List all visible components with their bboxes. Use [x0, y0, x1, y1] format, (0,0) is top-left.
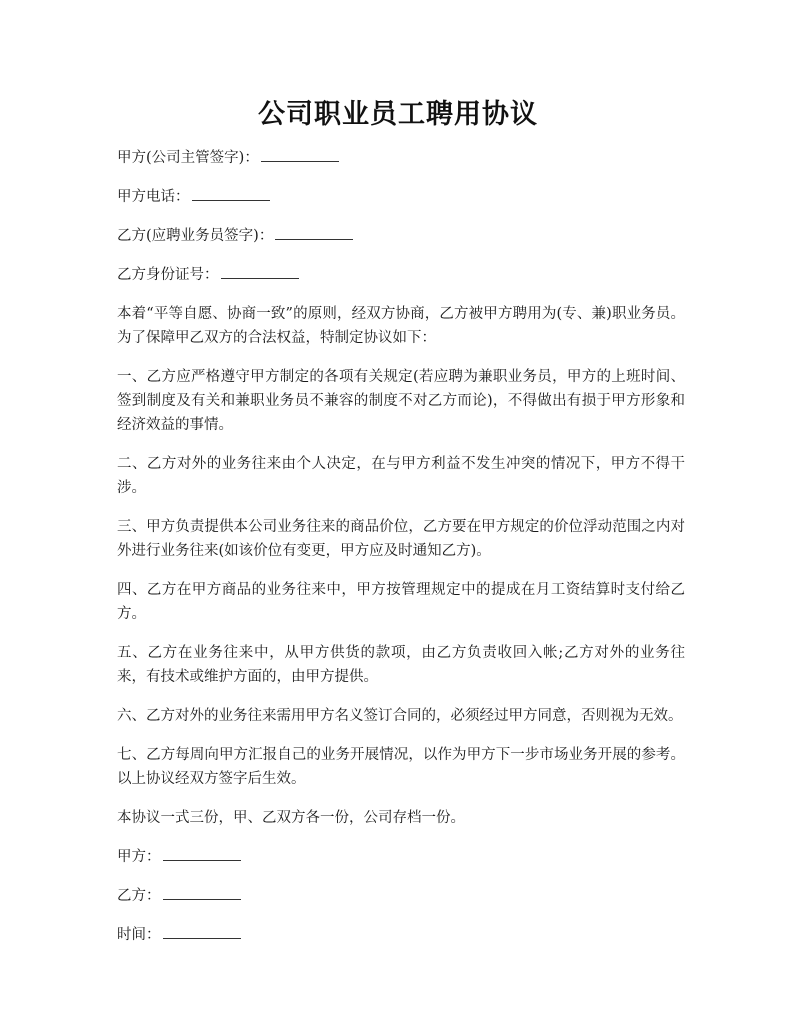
footer-date-field — [117, 923, 685, 947]
clause-2: 二、乙方对外的业务往来由个人决定，在与甲方利益不发生冲突的情况下，甲方不得干涉。 — [117, 456, 685, 496]
clause-6: 六、乙方对外的业务往来需用甲方名义签订合同的，必须经过甲方同意，否则视为无效。 — [117, 708, 683, 724]
clause-5: 五、乙方在业务往来中，从甲方供货的款项，由乙方负责收回入帐;乙方对外的业务往来，有技术或维护方面的，由甲方提供。 — [117, 645, 685, 685]
party-b-id-label: 乙方身份证号： — [117, 267, 219, 283]
footer-party-a-field — [117, 845, 685, 869]
clause-7: 七、乙方每周向甲方汇报自己的业务开展情况，以作为甲方下一步市场业务开展的参考。 以上协议经双方签字后生效。 — [117, 747, 685, 787]
footer-party-a-blank — [163, 845, 241, 861]
party-a-signature-field — [117, 146, 685, 170]
party-b-id-blank — [221, 263, 299, 279]
party-b-signature-label: 乙方(应聘业务员签字)： — [117, 228, 274, 244]
footer-party-a-label: 甲方： — [117, 849, 161, 865]
clause-1: 一、乙方应严格遵守甲方制定的各项有关规定(若应聘为兼职业务员，甲方的上班时间、签到制度及有关和兼职业务员不兼容的制度不对乙方而论)，不得做出有损于甲方形象和经济效益的事情。 — [117, 369, 685, 433]
party-a-phone-blank — [192, 185, 270, 201]
document-title: 公司职业员工聘用协议 — [258, 99, 538, 130]
clause-4: 四、乙方在甲方商品的业务往来中，甲方按管理规定中的提成在月工资结算时支付给乙方。 — [117, 582, 685, 622]
intro-paragraph: 本着“平等自愿、协商一致”的原则，经双方协商，乙方被甲方聘用为(专、兼)职业务员。为了保障甲乙双方的合法权益，特制定协议如下： — [117, 306, 685, 346]
footer-date-label: 时间： — [117, 927, 161, 943]
party-a-phone-field — [117, 185, 685, 209]
party-a-signature-label: 甲方(公司主管签字)： — [117, 150, 259, 166]
party-b-id-field — [117, 263, 685, 287]
footer-party-b-field — [117, 884, 685, 908]
footer-party-b-blank — [163, 884, 241, 900]
clause-3: 三、甲方负责提供本公司业务往来的商品价位，乙方要在甲方规定的价位浮动范围之内对外进行业务往来(如该价位有变更，甲方应及时通知乙方)。 — [117, 519, 685, 559]
party-a-signature-blank — [261, 146, 339, 162]
document-body — [117, 146, 685, 962]
footer-date-blank — [163, 923, 241, 939]
footer-party-b-label: 乙方： — [117, 888, 161, 904]
party-b-signature-blank — [275, 224, 353, 240]
party-a-phone-label: 甲方电话： — [117, 189, 190, 205]
closing-paragraph: 本协议一式三份，甲、乙双方各一份，公司存档一份。 — [117, 810, 465, 826]
party-b-signature-field — [117, 224, 685, 248]
